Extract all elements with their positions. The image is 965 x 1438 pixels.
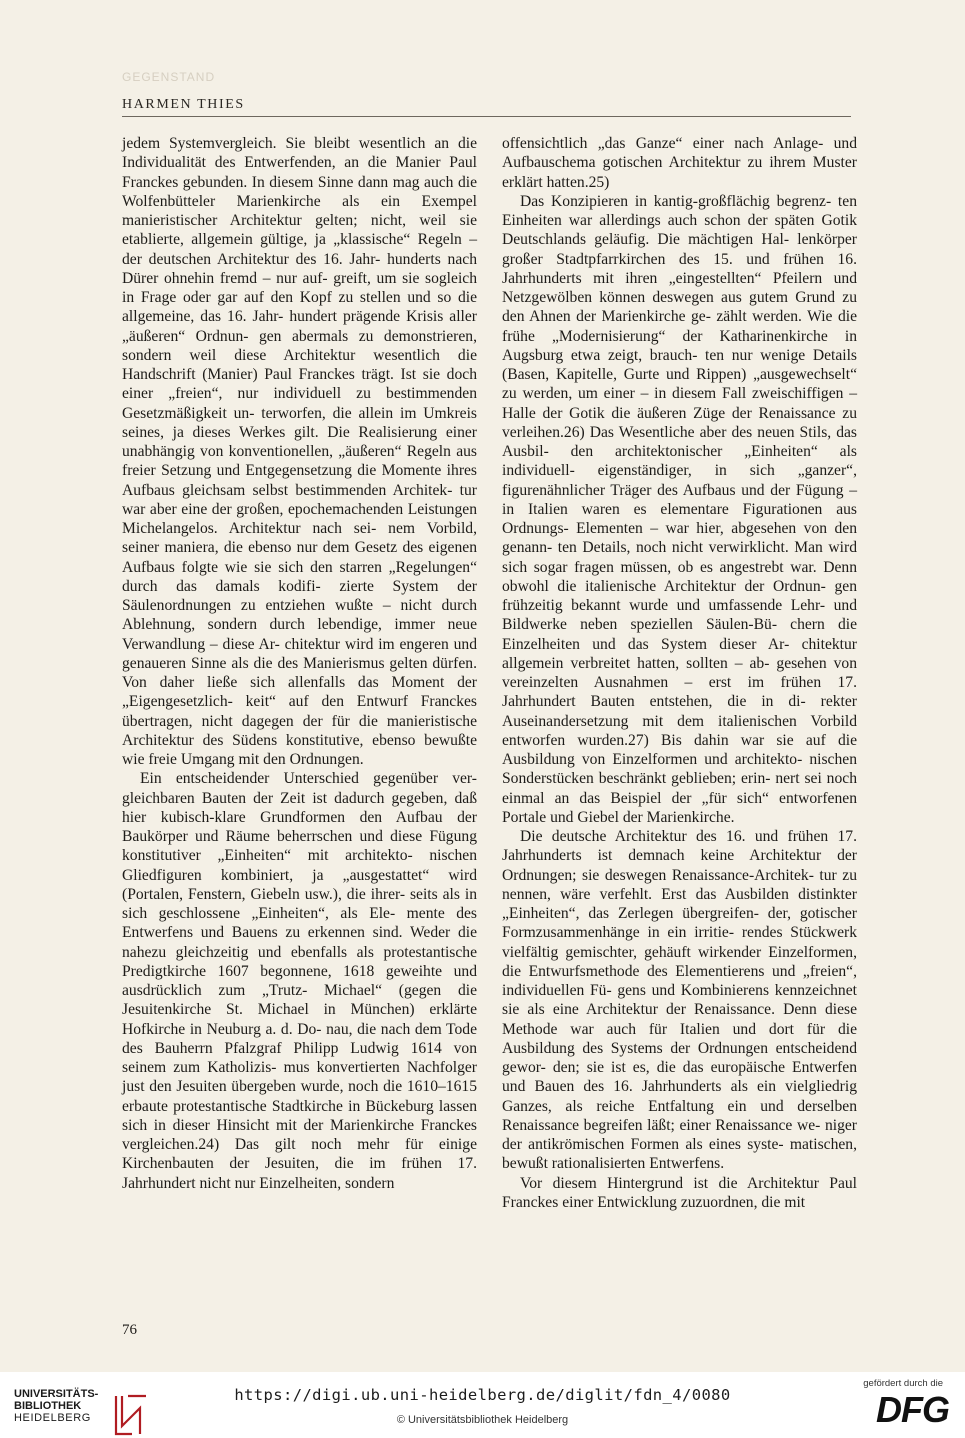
viewer-footer: [0, 1372, 965, 1438]
library-name-line3: HEIDELBERG: [14, 1412, 91, 1424]
paragraph: Das Konzipieren in kantig-großflächig begrenz- ten Einheiten war allerdings auch schon der späten Gotik Deutschlands geläufig. Die mächtigen Hal- lenkörper großer Stadtpfarrkirchen des 15. und frühen 16. Jahrhunderts mit ihren „eingestellten“ Pfeilern und Netzgewölben können deswegen aus gutem Grund zu den Ahnen der Marienkirche ge- zählt werden. Wie die frühe „Modernisierung“ der Katharinenkirche in Augsburg etwa zeigt, brauch- ten nur wenige Details (Basen, Kapitelle, Gurte und Rippen) „ausgewechselt“ zu werden, um einer – in diesem Fall zweischiffigen – Halle der Gotik die äußeren Züge der Renaissance zu verleihen.26) Das Wesentliche aber des neuen Stils, das Ausbil- den architektonischer „Einheiten“ als individuell- eigenständiger, in sich „ganzer“, figurenähnlicher Träger des Aufbaus und der Fügung – in Italien waren es elementare Figurationen aus Ordnungs- Elementen – war hier, abgesehen von den genann- ten Details, noch nicht verwirklicht. Man wird sich sogar fragen müssen, ob es angestrebt war. Denn obwohl die italienische Architektur der Ordnun- gen frühzeitig bekannt wurde und umfassende Lehr- und Bildwerke neben speziellen Säulen-Bü- chern die Einzelheiten und das System dieser Ar- chitektur allgemein verbreitet hatten, sollten – ab- gesehen von vereinzelten Ausnahmen – erst im frühen 17. Jahrhundert Bauten entstehen, die in di- rekter Auseinandersetzung mit dem italienischen Vorbild entworfen wurden.27) Bis dahin war sie auf die Ausbildung von Einzelformen und architekto- nischen Sonderstücken beschränkt geblieben; erin- nert sei noch einmal an das Beispiel der „für sich“ entworfenen Portale und Giebel der Marienkirche.: [502, 192, 857, 826]
header-rule: [122, 116, 851, 117]
library-name-line1: UNIVERSITÄTS-: [14, 1388, 99, 1400]
page-number: 76: [122, 1322, 137, 1338]
right-column: [502, 134, 857, 1212]
paragraph: Ein entscheidender Unterschied gegenüber ver- gleichbaren Bauten der Zeit ist dadurch gegeben, daß hier kubisch-klare Grundformen den Aufbau der Baukörper und Räume beherrschen und diese Fügung konstitutiver „Einheiten“ mit architekto- nischen Gliedfiguren kombiniert, ja „ausgestattet“ wird (Portalen, Fenstern, Giebeln usw.), die ihrer- seits als in sich geschlossene „Einheiten“, als Ele- mente des Entwerfens und Bauens zu erkennen sind. Weder die nahezu gleichzeitig und ebenfalls als protestantische Predigtkirche 1607 begonnene, 1618 geweihte und ausdrücklich zum „Trutz- Michael“ (gegen die Jesuitenkirche St. Michael in München) erklärte Hofkirche in Neuburg a. d. Do- nau, die nach dem Tode des Bauherrn Pfalzgraf Philipp Ludwig 1614 von seinem zum Katholizis- mus konvertierten Nachfolger just den Jesuiten übergeben wurde, noch die 1610–1615 erbaute protestantische Stadtkirche in Bückeburg lassen sich in dieser Hinsicht mit der Marienkirche Franckes vergleichen.24) Das gilt noch mehr für einige Kirchenbauten der Jesuiten, die im frühen 17. Jahrhundert nicht nur Einzelheiten, sondern: [122, 770, 477, 1192]
funding-note: gefördert durch die: [863, 1378, 943, 1389]
paragraph: Die deutsche Architektur des 16. und frühen 17. Jahrhunderts ist demnach keine Architektur der Ordnungen; sie deswegen Renaissance-Architek- tur zu nennen, wäre verfehlt. Erst das Ausbilden distinkter „Einheiten“, das Zerlegen übergreifen- der, gotischer Formzusammenhänge in ein irritie- rendes Stückwerk vielfältig gemischter, gehäuft wirkender Einzelformen, die Entwurfsmethode des Elementierens und „freien“, individuellen Fü- gens und Kombinierens kennzeichnet sie als eine Architektur der Renaissance. Denn diese Methode war auch für Italien und dort für die Ausbildung des Systems der Ordnungen entscheidend gewor- den; sie ist es, die das europäische Entwerfen und Bauen des 16. Jahrhunderts als ein vielgliedrig Ganzes, als reiche Entfaltung ein und derselben Renaissance begreifen läßt; einer Renaissance we- niger der antikrömischen Formen als eines syste- matischen, bewußt rationalisierten Entwerfens.: [502, 828, 857, 1173]
paragraph: offensichtlich „das Ganze“ einer nach Anlage- und Aufbauschema gotischen Architektur zu ihrem Muster erklärt hatten.25): [502, 135, 857, 191]
show-through-text: GEGENSTAND: [122, 70, 216, 84]
library-name-line2: BIBLIOTHEK: [14, 1400, 82, 1412]
paragraph: jedem Systemvergleich. Sie bleibt wesentlich an die Individualität des Entwerfenden, an die Manier Paul Franckes gebunden. In diesem Sinne dann mag auch die Wolfenbütteler Marienkirche als ein Exempel manieristischer Architektur gelten; nicht, weil sie etablierte, allgemein gültige, ja „klassische“ Regeln – der deutschen Architektur des 16. Jahr- hunderts nach Dürer ohnehin fremd – nur auf- greift, um sie sogleich in Frage oder gar auf den Kopf zu stellen und so die allgemeine, das 16. Jahr- hundert prägende Krisis aller „äußeren“ Ordnun- gen abermals zu demonstrieren, sondern weil diese Architektur wesentlich die Handschrift (Manier) Paul Franckes trägt. Ist sie doch einer „freien“, nur individuell zu bestimmenden Gesetzmäßigkeit un- terworfen, die allein im Umkreis seines, ja dieses Werkes gilt. Die Realisierung einer unabhängig von konventionellen, „äußeren“ Regeln aus freier Setzung und Entgegensetzung die Momente ihres Aufbaus gleichsam selbst bestimmenden Architek- tur war aber eine der großen, epochemachenden Leistungen Michelangelos. Architektur nach sei- nem Vorbild, seiner maniera, die ebenso nur dem Gesetz des eigenen Aufbaus folgte wie sie sich den starren „Regelungen“ durch das damals kodifi- zierte System der Säulenordnungen zu entziehen wußte – nicht durch Ablehnung, sondern durch lebendige, immer neue Verwandlung – diese Ar- chitektur wird im engeren und genaueren Sinne als die des Manierismus gelten dürfen. Von daher ließe sich allenfalls das Moment der „Eigengesetzlich- keit“ auf den Entwurf Franckes übertragen, nicht dagegen der für die manieristische Architektur des Südens konstitutive, ebenso bewußte wie freie Umgang mit den Ordnungen.: [122, 135, 477, 768]
dfg-logo[interactable]: DFG: [876, 1389, 949, 1430]
permalink-url[interactable]: https://digi.ub.uni-heidelberg.de/diglit/fdn_4/0080: [234, 1386, 731, 1404]
left-column: [122, 134, 477, 1193]
running-head: HARMEN THIES: [122, 97, 245, 112]
paragraph: Vor diesem Hintergrund ist die Architektur Paul Franckes einer Entwicklung zuzuordnen, die mit: [502, 1174, 857, 1211]
copyright-notice: © Universitätsbibliothek Heidelberg: [396, 1414, 569, 1426]
